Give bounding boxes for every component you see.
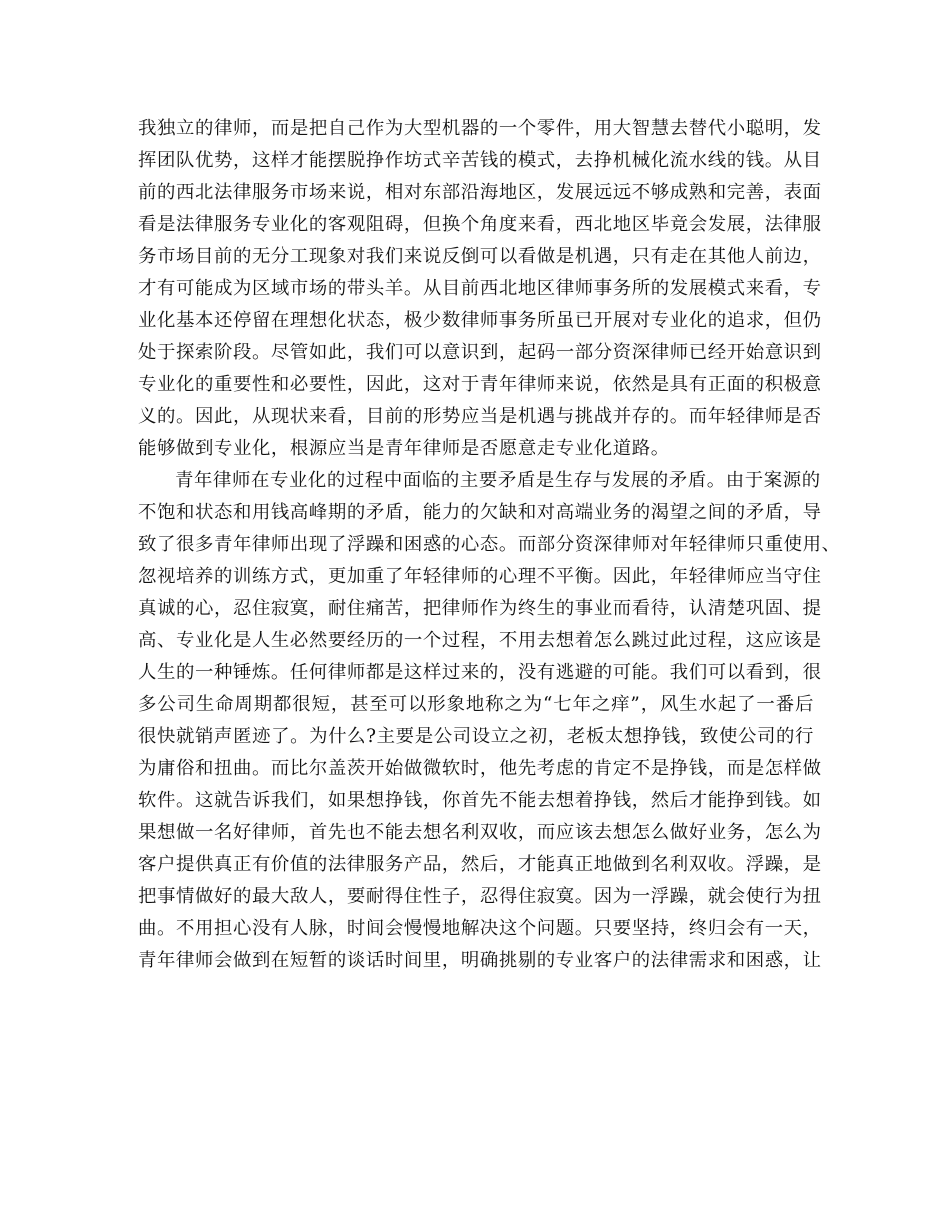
text-line: 前的西北法律服务市场来说，相对东部沿海地区，发展远远不够成熟和完善，表面	[138, 182, 822, 203]
text-line: 能够做到专业化，根源应当是青年律师是否愿意走专业化道路。	[138, 438, 670, 459]
text-line: 义的。因此，从现状来看，目前的形势应当是机遇与挑战并存的。而年轻律师是否	[138, 406, 822, 427]
text-line: 挥团队优势，这样才能摆脱挣作坊式辛苦钱的模式，去挣机械化流水线的钱。从目	[138, 150, 822, 171]
text-line: 青年律师在专业化的过程中面临的主要矛盾是生存与发展的矛盾。由于案源的	[175, 470, 821, 491]
text-line: 把事情做好的最大敌人，要耐得住性子，忍得住寂寞。因为一浮躁，就会使行为扭	[138, 886, 822, 907]
text-line: 看是法律服务专业化的客观阻碍，但换个角度来看，西北地区毕竟会发展，法律服	[138, 214, 822, 235]
text-line: 真诚的心，忍住寂寞，耐住痛苦，把律师作为终生的事业而看待，认清楚巩固、提	[138, 598, 822, 619]
text-line: 高、专业化是人生必然要经历的一个过程，不用去想着怎么跳过此过程，这应该是	[138, 630, 822, 651]
text-line: 软件。这就告诉我们，如果想挣钱，你首先不能去想着挣钱，然后才能挣到钱。如	[138, 790, 822, 811]
text-line: 曲。不用担心没有人脉，时间会慢慢地解决这个问题。只要坚持，终归会有一天，	[138, 918, 822, 939]
text-line: 果想做一名好律师，首先也不能去想名利双收，而应该去想怎么做好业务，怎么为	[138, 822, 822, 843]
text-line: 不饱和状态和用钱高峰期的矛盾，能力的欠缺和对高端业务的渴望之间的矛盾，导	[138, 502, 822, 523]
text-line: 才有可能成为区域市场的带头羊。从目前西北地区律师事务所的发展模式来看，专	[138, 278, 822, 299]
text-line: 人生的一种锤炼。任何律师都是这样过来的，没有逃避的可能。我们可以看到，很	[138, 662, 822, 683]
text-line: 客户提供真正有价值的法律服务产品，然后，才能真正地做到名利双收。浮躁，是	[138, 854, 822, 875]
text-line: 我独立的律师，而是把自己作为大型机器的一个零件，用大智慧去替代小聪明，发	[138, 118, 822, 139]
text-line: 务市场目前的无分工现象对我们来说反倒可以看做是机遇，只有走在其他人前边，	[138, 246, 822, 267]
text-line: 很快就销声匿迹了。为什么?主要是公司设立之初，老板太想挣钱，致使公司的行	[138, 726, 814, 747]
text-line: 为庸俗和扭曲。而比尔盖茨开始做微软时，他先考虑的肯定不是挣钱，而是怎样做	[138, 758, 822, 779]
paragraph-1	[138, 113, 822, 465]
document-body	[138, 113, 841, 977]
text-line: 处于探索阶段。尽管如此，我们可以意识到，起码一部分资深律师已经开始意识到	[138, 342, 822, 363]
text-line: 业化基本还停留在理想化状态，极少数律师事务所虽已开展对专业化的追求，但仍	[138, 310, 822, 331]
text-line: 专业化的重要性和必要性，因此，这对于青年律师来说，依然是具有正面的积极意	[138, 374, 822, 395]
text-line: 致了很多青年律师出现了浮躁和困惑的心态。而部分资深律师对年轻律师只重使用、	[138, 534, 841, 555]
text-line: 青年律师会做到在短暂的谈话时间里，明确挑剔的专业客户的法律需求和困惑，让	[138, 950, 822, 971]
text-line: 忽视培养的训练方式，更加重了年轻律师的心理不平衡。因此，年轻律师应当守住	[138, 566, 822, 587]
paragraph-2	[138, 465, 841, 977]
text-line: 多公司生命周期都很短，甚至可以形象地称之为“七年之痒”，风生水起了一番后	[138, 694, 814, 715]
